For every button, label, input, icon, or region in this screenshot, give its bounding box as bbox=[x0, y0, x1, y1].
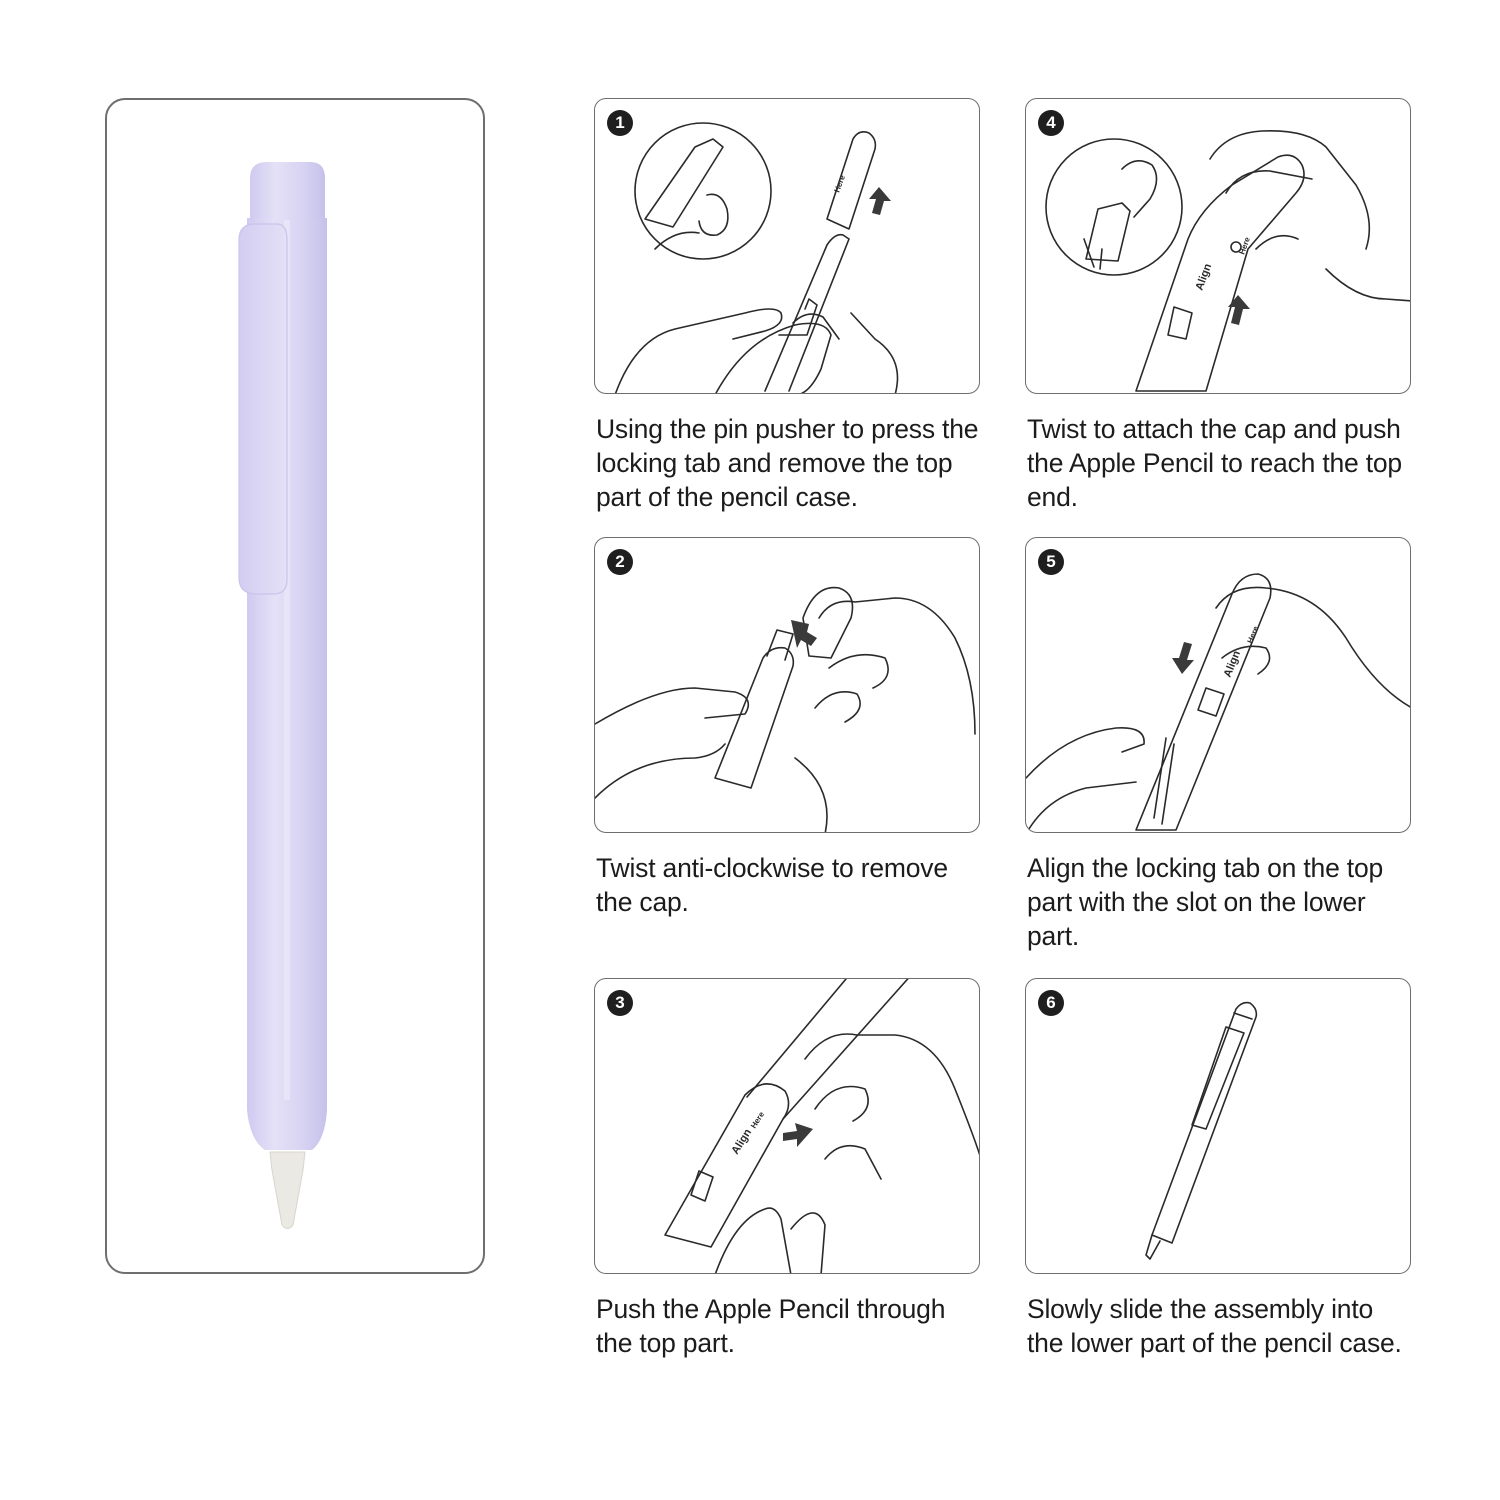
step-3 bbox=[594, 978, 982, 1360]
svg-text:Align: Align bbox=[1221, 649, 1244, 680]
step-2-illustration bbox=[594, 537, 980, 833]
pencil-cap bbox=[250, 162, 325, 220]
svg-text:Here: Here bbox=[1245, 624, 1261, 645]
step-1-illustration bbox=[594, 98, 980, 394]
step-4-caption: Twist to attach the cap and push the Apple Pencil to reach the top end. bbox=[1027, 414, 1402, 512]
step-number-badge: 4 bbox=[1038, 110, 1064, 136]
step-1-caption: Using the pin pusher to press the locking tab and remove the top part of the pencil case. bbox=[596, 414, 979, 512]
step-6-caption: Slowly slide the assembly into the lower part of the pencil case. bbox=[1027, 1294, 1402, 1358]
svg-text:Here: Here bbox=[1237, 235, 1252, 256]
svg-text:Align: Align bbox=[729, 1126, 755, 1157]
step-number-badge: 1 bbox=[607, 110, 633, 136]
step-2 bbox=[594, 537, 982, 919]
step-6-illustration bbox=[1025, 978, 1411, 1274]
step-number-badge: 2 bbox=[607, 549, 633, 575]
pencil-clip bbox=[239, 224, 287, 594]
step-1 bbox=[594, 98, 982, 514]
step-4-illustration bbox=[1025, 98, 1411, 394]
step-number-badge: 6 bbox=[1038, 990, 1064, 1016]
step-2-caption: Twist anti-clockwise to remove the cap. bbox=[596, 853, 948, 917]
step-3-caption: Push the Apple Pencil through the top part. bbox=[596, 1294, 946, 1358]
step-4 bbox=[1025, 98, 1413, 514]
svg-text:Align: Align bbox=[1193, 262, 1215, 293]
step-3-illustration bbox=[594, 978, 980, 1274]
step-number-badge: 3 bbox=[607, 990, 633, 1016]
step-number-badge: 5 bbox=[1038, 549, 1064, 575]
step-5-caption: Align the locking tab on the top part with the slot on the lower part. bbox=[1027, 853, 1384, 951]
svg-text:Here: Here bbox=[749, 1110, 767, 1131]
pencil-case-illustration bbox=[107, 100, 487, 1276]
pencil-tip bbox=[270, 1152, 305, 1229]
svg-text:Here: Here bbox=[832, 173, 847, 194]
step-5-illustration bbox=[1025, 537, 1411, 833]
step-5 bbox=[1025, 537, 1413, 953]
step-6 bbox=[1025, 978, 1413, 1360]
product-image-frame bbox=[105, 98, 485, 1274]
